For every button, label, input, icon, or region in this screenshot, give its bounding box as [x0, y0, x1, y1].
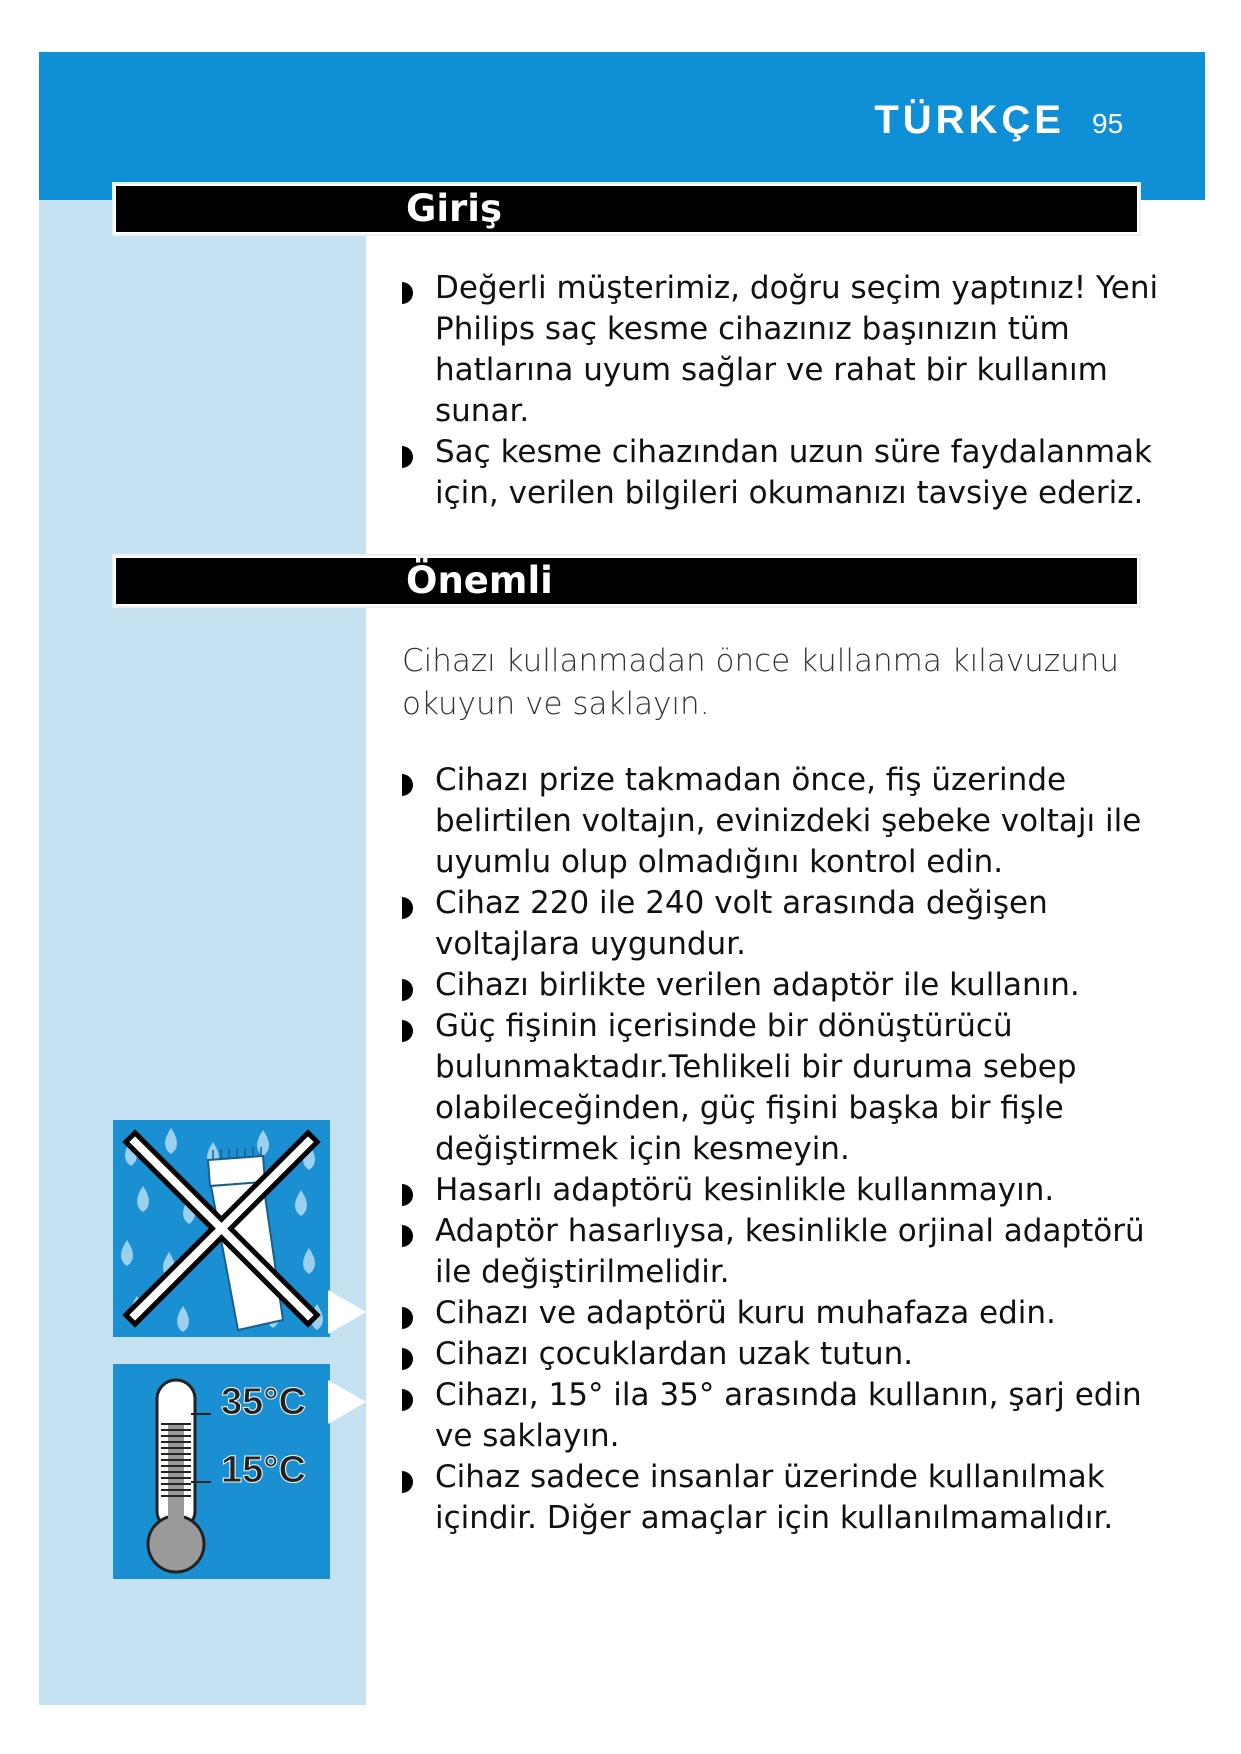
pointer-arrow [328, 1290, 366, 1334]
section-body [402, 268, 1162, 514]
bullet-icon [402, 1225, 413, 1247]
header-language: TÜRKÇE [874, 98, 1065, 142]
list-item: Cihazı çocuklardan uzak tutun. [402, 1334, 1162, 1375]
bullet-icon [402, 1471, 413, 1493]
list-item: Adaptör hasarlıysa, kesinlikle orjinal adaptörü ile değiştirilmelidir. [402, 1211, 1162, 1293]
page-number: 95 [1092, 108, 1124, 139]
bullet-list [402, 760, 1162, 1539]
bullet-icon [402, 446, 413, 468]
list-item: Cihaz 220 ile 240 volt arasında değişen voltajlara uygundur. [402, 883, 1162, 965]
bullet-icon [402, 1307, 413, 1329]
list-item: Cihaz sadece insanlar üzerinde kullanılmak içindir. Diğer amaçlar için kullanılmamalıdır. [402, 1457, 1162, 1539]
pointer-arrow [328, 1380, 366, 1424]
list-item: Cihazı birlikte verilen adaptör ile kullanın. [402, 965, 1162, 1006]
section-title: Giriş [406, 187, 503, 230]
intro-text: Cihazı kullanmadan önce kullanma kılavuzunu okuyun ve saklayın. [402, 643, 1120, 722]
list-item: Güç fişinin içerisinde bir dönüştürücü bulunmaktadır.Tehlikeli bir duruma sebep olabileceğinden, güç fişini başka bir fişle değiştirmek için kesmeyin. [402, 1006, 1162, 1170]
list-item: Cihazı, 15° ila 35° arasında kullanın, şarj edin ve saklayın. [402, 1375, 1162, 1457]
bullet-icon [402, 774, 413, 796]
bullet-icon [402, 282, 413, 304]
bullet-list [402, 268, 1162, 514]
bullet-icon [402, 897, 413, 919]
section-heading-bar [114, 556, 1139, 606]
bullet-icon [402, 1184, 413, 1206]
no-water-icon [113, 1120, 330, 1337]
section-title: Önemli [406, 559, 553, 602]
list-item: Değerli müşterimiz, doğru seçim yaptınız! Yeni Philips saç kesme cihazınız başınızın tüm hatlarına uyum sağlar ve rahat bir kullanım sunar. [402, 268, 1162, 432]
temperature-low-label: 15°C [221, 1449, 306, 1491]
list-item: Cihazı ve adaptörü kuru muhafaza edin. [402, 1293, 1162, 1334]
list-item: Saç kesme cihazından uzun süre faydalanmak için, verilen bilgileri okumanızı tavsiye ederiz. [402, 432, 1162, 514]
temperature-high-label: 35°C [221, 1381, 306, 1423]
list-item: Cihazı prize takmadan önce, fiş üzerinde belirtilen voltajın, evinizdeki şebeke voltajı ile uyumlu olup olmadığını kontrol edin. [402, 760, 1162, 883]
bullet-icon [402, 1389, 413, 1411]
thermometer-icon [113, 1364, 330, 1579]
section-heading-bar [114, 184, 1139, 234]
bullet-icon [402, 979, 413, 1001]
section-body [402, 640, 1162, 1539]
list-item: Hasarlı adaptörü kesinlikle kullanmayın. [402, 1170, 1162, 1211]
bullet-icon [402, 1348, 413, 1370]
bullet-icon [402, 1020, 413, 1042]
